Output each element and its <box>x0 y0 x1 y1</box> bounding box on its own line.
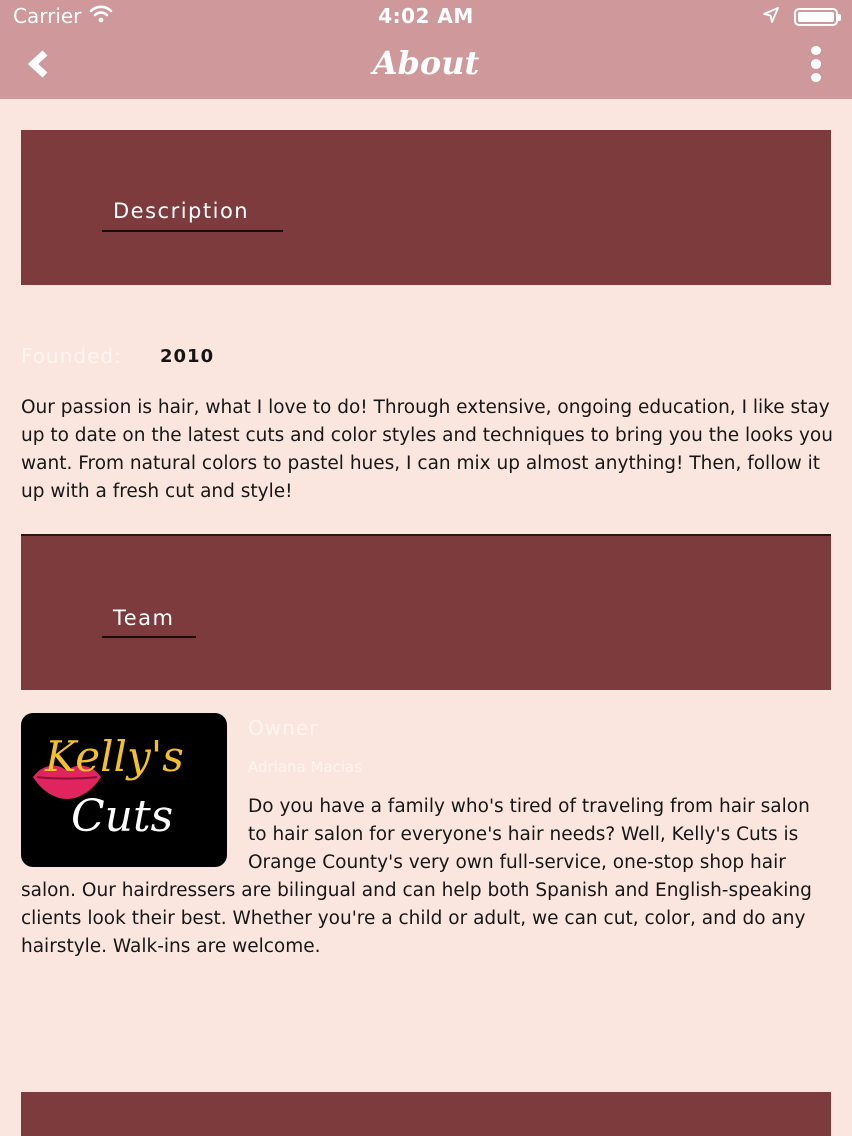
team-member-name: Adriana Macias <box>248 758 363 776</box>
location-arrow-icon <box>762 6 780 28</box>
battery-icon <box>794 8 838 26</box>
description-section-header <box>21 130 831 285</box>
description-text: Our passion is hair, what I love to do! Through extensive, ongoing education, I like stay up to date on the latest cuts and color styles and techniques to bring you the looks you want. From natural colors to pastel hues, I can mix up almost anything! Then, follow it up with a fresh cut and style! <box>21 397 833 502</box>
status-time: 4:02 AM <box>378 4 474 28</box>
logo-spacer <box>21 793 248 877</box>
status-right <box>762 6 838 28</box>
logo-text-cuts: Cuts <box>71 791 174 842</box>
team-section-header <box>21 534 831 690</box>
status-bar <box>0 0 852 32</box>
team-member-bio: Do you have a family who's tired of traveling from hair salon to hair salon for everyone's hair needs? Well, Kelly's Cuts is Orange County's very own full-service, one-stop shop hair salon. Our hairdressers are bilingual and can help both Spanish and English-speaking clients look their best. Whether you're a child or adult, we can cut, color, and do any hairstyle. Walk-ins are welcome. <box>21 796 812 957</box>
nav-bar <box>0 32 852 99</box>
next-section-header <box>21 1092 831 1136</box>
battery-level <box>798 12 834 22</box>
founded-label: Founded: <box>21 344 122 368</box>
more-vertical-icon-dot <box>811 46 821 55</box>
more-button[interactable] <box>806 46 826 82</box>
more-vertical-icon-dot <box>811 73 821 82</box>
team-member-role: Owner <box>248 716 319 740</box>
logo-text-kellys: Kelly's <box>45 732 184 781</box>
more-vertical-icon-dot <box>811 59 821 68</box>
team-title: Team <box>113 606 175 630</box>
team-underline <box>102 636 196 638</box>
carrier-label: Carrier <box>13 4 82 28</box>
founded-year: 2010 <box>160 346 215 367</box>
top-bar <box>0 0 852 99</box>
page-title: About <box>372 44 480 82</box>
description-underline <box>102 230 283 232</box>
description-title: Description <box>113 199 250 223</box>
team-member-bio-container <box>21 793 833 961</box>
